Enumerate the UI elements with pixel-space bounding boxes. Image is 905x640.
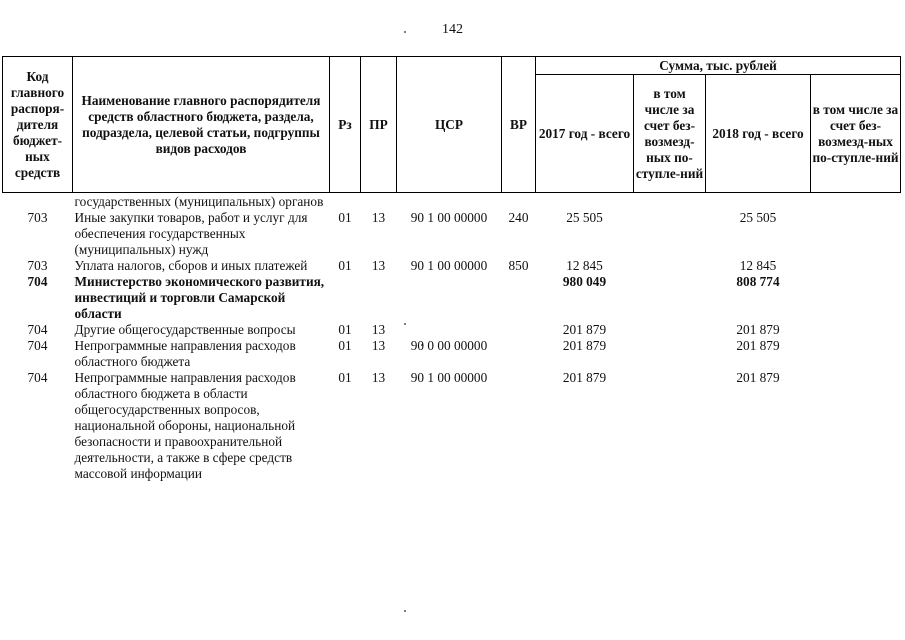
cell-2018-total: 201 879 <box>736 338 780 353</box>
cell-2017-gratis <box>634 322 706 338</box>
header-rz: Рз <box>330 57 361 193</box>
cell-csr <box>397 193 502 211</box>
cell-csr: 90 0 00 00000 <box>410 338 488 353</box>
cell-rz <box>330 274 361 322</box>
cell-2018-gratis <box>811 322 901 338</box>
cell-csr <box>397 322 502 338</box>
cell-2017-gratis <box>634 338 706 370</box>
cell-vr <box>502 193 536 211</box>
cell-name: Уплата налогов, сборов и иных платежей <box>74 258 308 273</box>
cell-rz <box>330 193 361 211</box>
cell-2018-total: 12 845 <box>739 258 777 273</box>
cell-2017-gratis <box>634 370 706 482</box>
cell-vr: 240 <box>508 210 529 225</box>
cell-name: Иные закупки товаров, работ и услуг для обеспечения государственных (муниципальных) нужд <box>74 210 308 257</box>
table-row <box>3 338 901 370</box>
cell-vr <box>502 338 536 370</box>
cell-2017-total: 201 879 <box>562 338 607 353</box>
cell-vr <box>502 370 536 482</box>
cell-2017-total: 201 879 <box>562 322 607 337</box>
cell-vr <box>502 322 536 338</box>
header-csr: ЦСР <box>397 57 502 193</box>
cell-2018-gratis <box>811 338 901 370</box>
header-name: Наименование главного распорядителя средств областного бюджета, раздела, подраздела, целевой статьи, подгруппы видов расходов <box>73 57 330 193</box>
cell-pr: 13 <box>371 322 386 337</box>
cell-csr: 90 1 00 00000 <box>410 370 488 385</box>
cell-2018-total: 25 505 <box>739 210 777 225</box>
scan-speck <box>404 31 406 33</box>
cell-code: 703 <box>27 258 48 273</box>
header-pr: ПР <box>361 57 397 193</box>
scan-speck <box>404 610 406 612</box>
table-row <box>3 193 901 211</box>
cell-2017-gratis <box>634 210 706 258</box>
cell-2017-gratis <box>634 274 706 322</box>
header-2018-gratis: в том числе за счет без-возмезд-ных по-ступле-ний <box>811 75 901 193</box>
header-sum: Сумма, тыс. рублей <box>536 57 901 75</box>
cell-csr: 90 1 00 00000 <box>410 258 488 273</box>
table-row <box>3 370 901 482</box>
cell-2017-total: 25 505 <box>566 210 603 225</box>
cell-name: Непрограммные направления расходов областного бюджета в области общегосударственных вопросов, национальной обороны, национальной безопасности и правоохранительной деятельности, а также в сфере средств массовой информации <box>74 370 296 481</box>
cell-2018-total: 808 774 <box>736 274 780 289</box>
cell-code: 704 <box>27 370 48 385</box>
cell-pr <box>361 274 397 322</box>
cell-name: Министерство экономического развития, инвестиций и торговли Самарской области <box>74 274 325 321</box>
cell-vr: 850 <box>508 258 529 273</box>
header-2017-total: 2017 год - всего <box>536 75 634 193</box>
cell-pr: 13 <box>371 338 386 353</box>
cell-csr <box>397 274 502 322</box>
cell-rz: 01 <box>338 322 352 337</box>
cell-2017-gratis <box>634 258 706 274</box>
cell-2018-total: 201 879 <box>736 370 780 385</box>
cell-name: государственных (муниципальных) органов <box>74 194 324 209</box>
cell-rz: 01 <box>338 338 352 353</box>
page-number: 142 <box>442 22 463 37</box>
header-2018-total: 2018 год - всего <box>706 75 811 193</box>
header-code: Код главного распоря-дителя бюджет-ных средств <box>3 57 73 193</box>
table-row <box>3 210 901 258</box>
cell-code: 704 <box>27 322 48 337</box>
header-2017-gratis: в том числе за счет без-возмезд-ных по-ступле-ний <box>634 75 706 193</box>
header-vr: ВР <box>502 57 536 193</box>
cell-2017-total: 980 049 <box>562 274 607 289</box>
cell-rz: 01 <box>338 258 352 273</box>
cell-pr: 13 <box>371 210 386 225</box>
cell-code: 703 <box>27 210 48 225</box>
cell-2018-gratis <box>811 370 901 482</box>
cell-csr: 90 1 00 00000 <box>410 210 488 225</box>
cell-name: Непрограммные направления расходов областного бюджета <box>74 338 296 369</box>
cell-2017-total: 12 845 <box>566 258 603 273</box>
table-row <box>3 322 901 338</box>
cell-pr: 13 <box>371 370 386 385</box>
cell-2018-gratis <box>811 274 901 322</box>
cell-2018-gratis <box>811 258 901 274</box>
cell-2018-total <box>706 193 811 211</box>
budget-table <box>2 56 901 482</box>
cell-2018-total: 201 879 <box>736 322 780 337</box>
cell-2018-gratis <box>811 193 901 211</box>
cell-2017-total <box>536 193 634 211</box>
cell-rz: 01 <box>338 370 352 385</box>
table-row <box>3 258 901 274</box>
cell-2017-total: 201 879 <box>562 370 607 385</box>
cell-2017-gratis <box>634 193 706 211</box>
cell-code <box>3 193 73 211</box>
table-row <box>3 274 901 322</box>
cell-rz: 01 <box>338 210 352 225</box>
cell-code: 704 <box>27 338 48 353</box>
cell-2018-gratis <box>811 210 901 258</box>
cell-vr <box>502 274 536 322</box>
cell-pr <box>361 193 397 211</box>
cell-pr: 13 <box>371 258 386 273</box>
cell-code: 704 <box>27 274 48 289</box>
cell-name: Другие общегосударственные вопросы <box>74 322 296 337</box>
